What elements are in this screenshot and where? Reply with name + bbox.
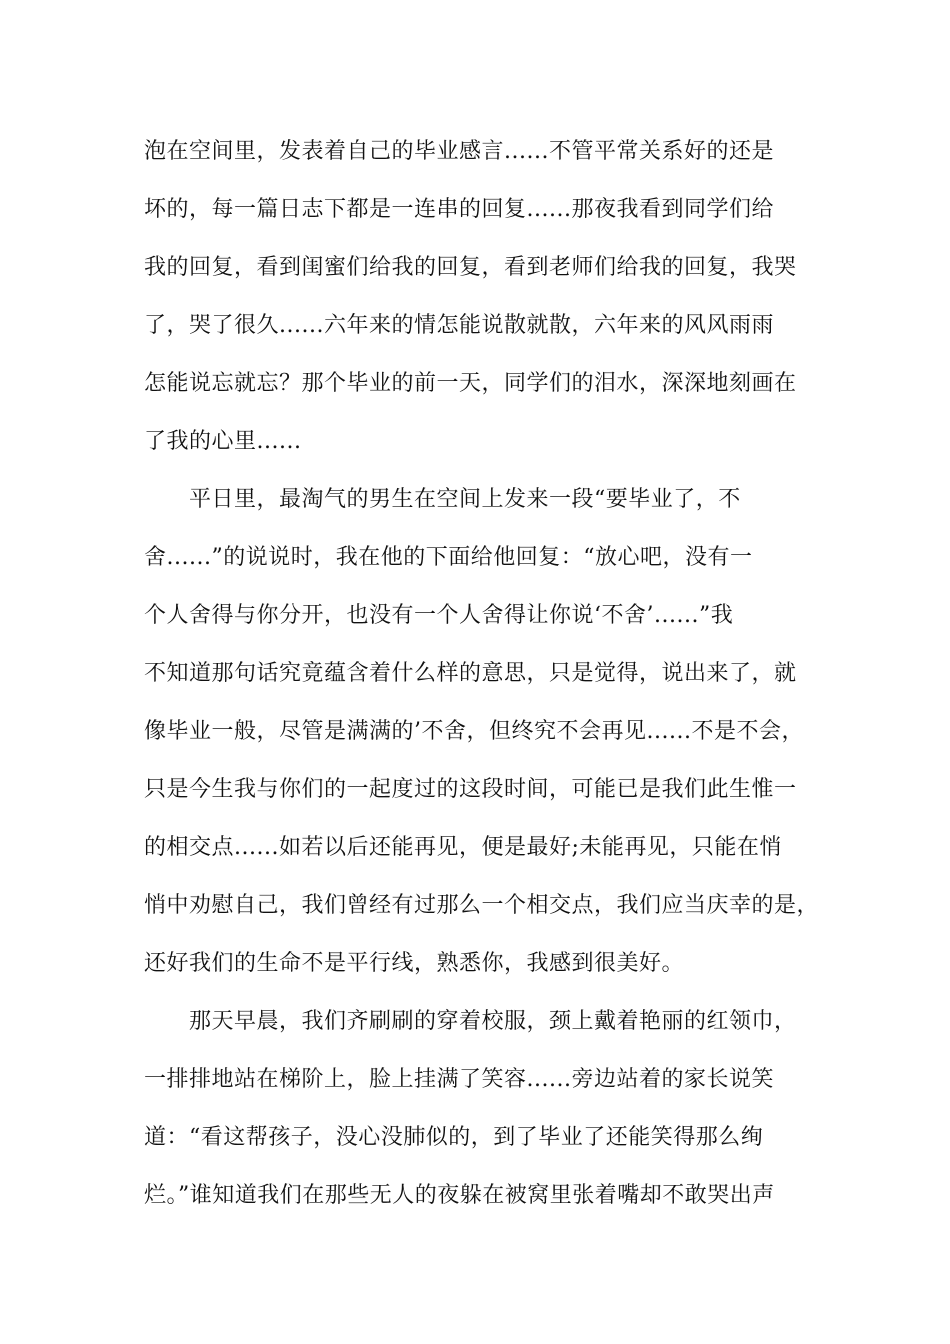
text-line: 只是今生我与你们的一起度过的这段时间，可能已是我们此生惟一 bbox=[144, 777, 797, 802]
text-line: 像毕业一般，尽管是满满的’不舍，但终究不会再见......不是不会， bbox=[144, 719, 804, 744]
text-line: 那天早晨，我们齐刷刷的穿着校服，颈上戴着艳丽的红领巾， bbox=[144, 1009, 797, 1034]
text-line: 了，哭了很久......六年来的情怎能说散就散，六年来的风风雨雨 bbox=[144, 313, 774, 338]
text-line: 平日里，最淘气的男生在空间上发来一段“要毕业了，不 bbox=[144, 487, 741, 512]
text-line: 悄中劝慰自己，我们曾经有过那么一个相交点，我们应当庆幸的是， bbox=[144, 893, 820, 918]
text-line: 烂。”谁知道我们在那些无人的夜躲在被窝里张着嘴却不敢哭出声 bbox=[144, 1183, 775, 1208]
text-line: 道：“看这帮孩子，没心没肺似的，到了毕业了还能笑得那么绚 bbox=[144, 1125, 764, 1150]
text-line: 我的回复，看到闺蜜们给我的回复，看到老师们给我的回复，我哭 bbox=[144, 255, 797, 280]
text-line: 个人舍得与你分开，也没有一个人舍得让你说‘不舍’......”我 bbox=[144, 603, 734, 628]
text-line: 不知道那句话究竟蕴含着什么样的意思，只是觉得，说出来了，就 bbox=[144, 661, 797, 686]
text-line: 的相交点......如若以后还能再见，便是最好;未能再见，只能在悄 bbox=[144, 835, 782, 860]
text-line: 怎能说忘就忘？那个毕业的前一天，同学们的泪水，深深地刻画在 bbox=[144, 371, 797, 396]
text-line: 一排排地站在梯阶上，脸上挂满了笑容......旁边站着的家长说笑 bbox=[144, 1067, 774, 1092]
text-line: 了我的心里...... bbox=[144, 429, 302, 454]
text-line: 泡在空间里，发表着自己的毕业感言......不管平常关系好的还是 bbox=[144, 139, 774, 164]
text-line: 还好我们的生命不是平行线，熟悉你，我感到很美好。 bbox=[144, 951, 685, 976]
body-text bbox=[144, 127, 824, 1229]
text-line: 坏的，每一篇日志下都是一连串的回复......那夜我看到同学们给 bbox=[144, 197, 774, 222]
text-line: 舍......”的说说时，我在他的下面给他回复：“放心吧，没有一 bbox=[144, 545, 753, 570]
